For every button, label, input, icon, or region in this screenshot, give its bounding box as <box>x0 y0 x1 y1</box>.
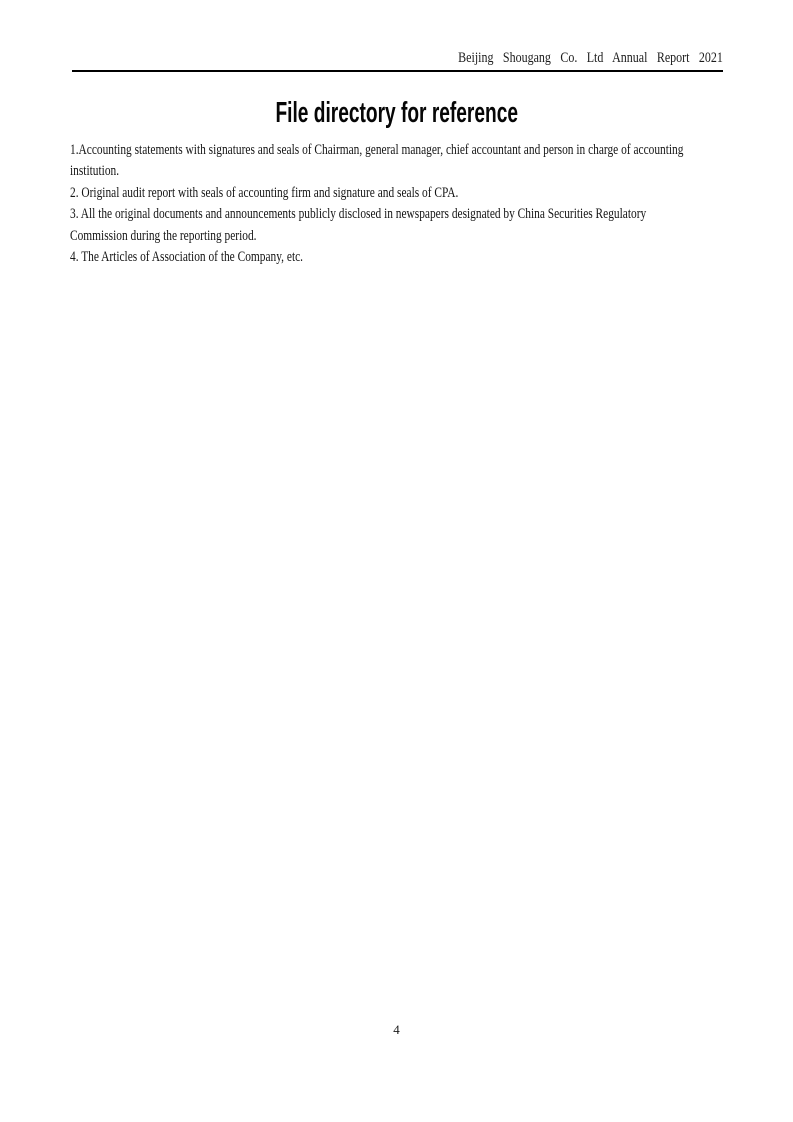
list-item-1: 1.Accounting statements with signatures and seals of Chairman, general manager, chief accountant and person in charge of accounting institution. <box>70 142 684 180</box>
page-number: 4 <box>393 1022 400 1037</box>
list-item-3: 3. All the original documents and announcements publicly disclosed in newspapers designated by China Securities Regulatory Commission during the reporting period. <box>70 206 647 244</box>
page-title-container <box>0 98 793 128</box>
header-rule <box>72 70 723 72</box>
file-directory-list <box>70 140 701 268</box>
page-header-text: Beijing Shougang Co. Ltd Annual Report 2021 <box>458 50 723 66</box>
list-item-4: 4. The Articles of Association of the Company, etc. <box>70 249 304 266</box>
list-item-2: 2. Original audit report with seals of accounting firm and signature and seals of CPA. <box>70 184 459 201</box>
page-title: File directory for reference <box>275 97 518 129</box>
